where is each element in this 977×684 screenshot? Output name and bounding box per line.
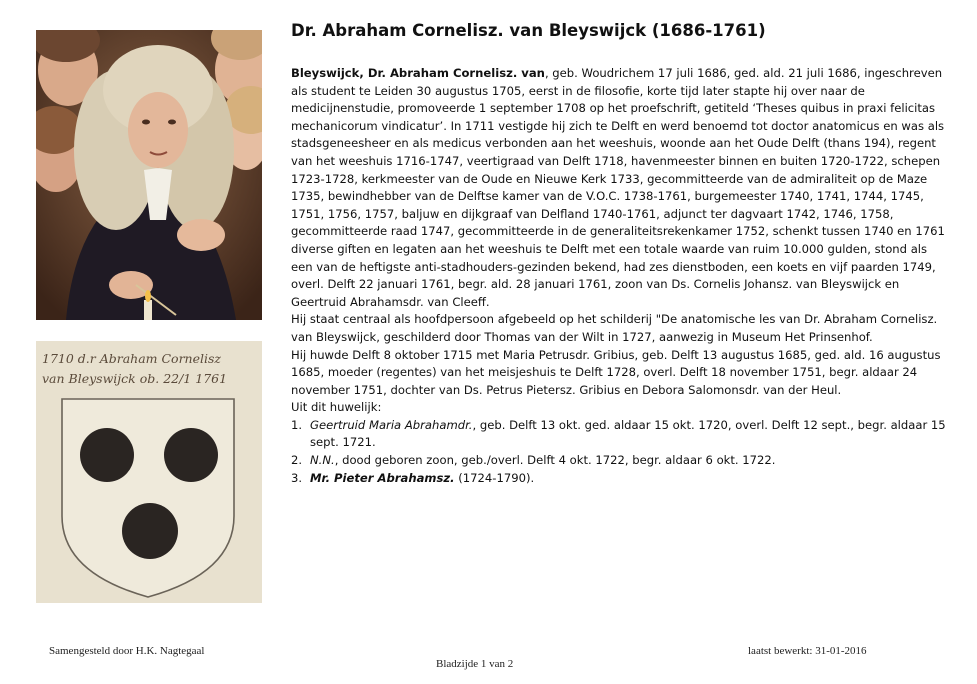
list-item [291,452,951,470]
child-name: Geertruid Maria Abrahamdr. [310,417,473,432]
footer-page-number: Bladzijde 1 van 2 [436,658,514,670]
roundel-top-left [80,428,134,482]
children-list [291,417,951,487]
child-details: (1724-1790). [454,470,535,485]
portrait-painting [36,30,262,320]
coat-of-arms-illustration [36,341,262,603]
list-item-number: 3. [291,470,303,485]
coat-of-arms-image [36,341,262,603]
shield-outline [62,399,234,597]
list-item-number: 1. [291,417,303,432]
child-details: , geb. Delft 13 okt. ged. aldaar 15 okt. 1720, overl. Delft 12 sept., begr. aldaar 15 sept. 1721. [310,417,946,450]
child-details: , dood geboren zoon, geb./overl. Delft 4 okt. 1722, begr. aldaar 6 okt. 1722. [334,453,776,468]
roundel-top-right [164,428,218,482]
list-item [291,417,951,452]
bio-paragraph-2: Hij staat centraal als hoofdpersoon afgebeeld op het schilderij "De anatomische les van Dr. Abraham Cornelisz. van Bleyswijck, geschilderd door Thomas van der Wilt in 1727, aanwezig in Museum Het Prinsenhof. [291,312,938,344]
bio-paragraph-1 [291,65,951,311]
bio-paragraph-3: Hij huwde Delft 8 oktober 1715 met Maria Petrusdr. Gribius, geb. Delft 13 augustus 1685, ged. ald. 16 augustus 1685, moeder (regentes) van het meisjeshuis te Delft 1728, overl. Delft 18 november 1751, begr. aldaar 24 november 1751, dochter van Ds. Petrus Pietersz. Gribius en Debora Salomonsdr. van der Heul. [291,347,941,397]
biography-text [291,65,951,487]
children-intro: Uit dit huwelijk: [291,400,382,415]
bio-paragraph-1-text: , geb. Woudrichem 17 juli 1686, ged. ald. 21 juli 1686, ingeschreven als student te Leiden 30 augustus 1705, eerst in de filosofie, korte tijd later stapte hij over naar de medicijnenstudie, promoveerde 1 september 1708 op het proefschrift, getiteld ‘Theses quibus in praxi felicitas mechanicorum vindicatur’. In 1711 vestigde hij zich te Delft en werd benoemd tot doctor anatomicus en was als stadsgeneesheer en als medicus verbonden aan het weeshuis, woonde aan het Oude Delft (thans 194), regent van het weeshuis 1716-1747, veertigraad van Delft 1718, havenmeester binnen en buiten 1720-1722, schepen 1723-1728, kerkmeester van de Oude en Nieuwe Kerk 1733, gecommitteerde van de admiraliteit op de Maze 1735, bewindhebber van de Delftse kamer van de V.O.C. 1738-1761, burgemeester 1740, 1741, 1744, 1745, 1751, 1756, 1757, baljuw en dijkgraaf van Delfland 1740-1761, adjunct ter dagvaart 1742, 1746, 1758, gecommitteerde raad 1747, gecommitteerde in de generaliteitsrekenkamer 1752, schenkt tussen 1740 en 1761 diverse giften en legaten aan het weeshuis te Delft met een totale waarde van ruim 10.000 gulden, stond als een van de heftigste anti-stadhouders-gezinden bekend, had zes dienstboden, een koets en vijf paarden 1749, overl. Delft 22 januari 1761, begr. ald. 28 januari 1761, zoon van Ds. Cornelis Johansz. van Bleyswijck en Geertruid Abrahamsdr. van Cleeff. [291,66,945,309]
list-item [291,470,951,488]
list-item-number: 2. [291,453,303,468]
footer-compiled-by: Samengesteld door H.K. Nagtegaal [49,645,205,657]
page-title: Dr. Abraham Cornelisz. van Bleyswijck (1686-1761) [291,21,766,40]
child-name: N.N. [310,453,335,468]
bio-lead-name: Bleyswijck, Dr. Abraham Cornelisz. van [291,66,545,80]
portrait-illustration [36,30,262,320]
handwriting-line-1: 1710 d.r Abraham Cornelisz [42,351,222,366]
child-name: Mr. Pieter Abrahamsz. [310,470,455,485]
footer-last-edited: laatst bewerkt: 31-01-2016 [748,645,867,657]
handwriting-line-2: van Bleyswijck ob. 22/1 1761 [42,371,228,386]
roundel-bottom [122,503,178,559]
